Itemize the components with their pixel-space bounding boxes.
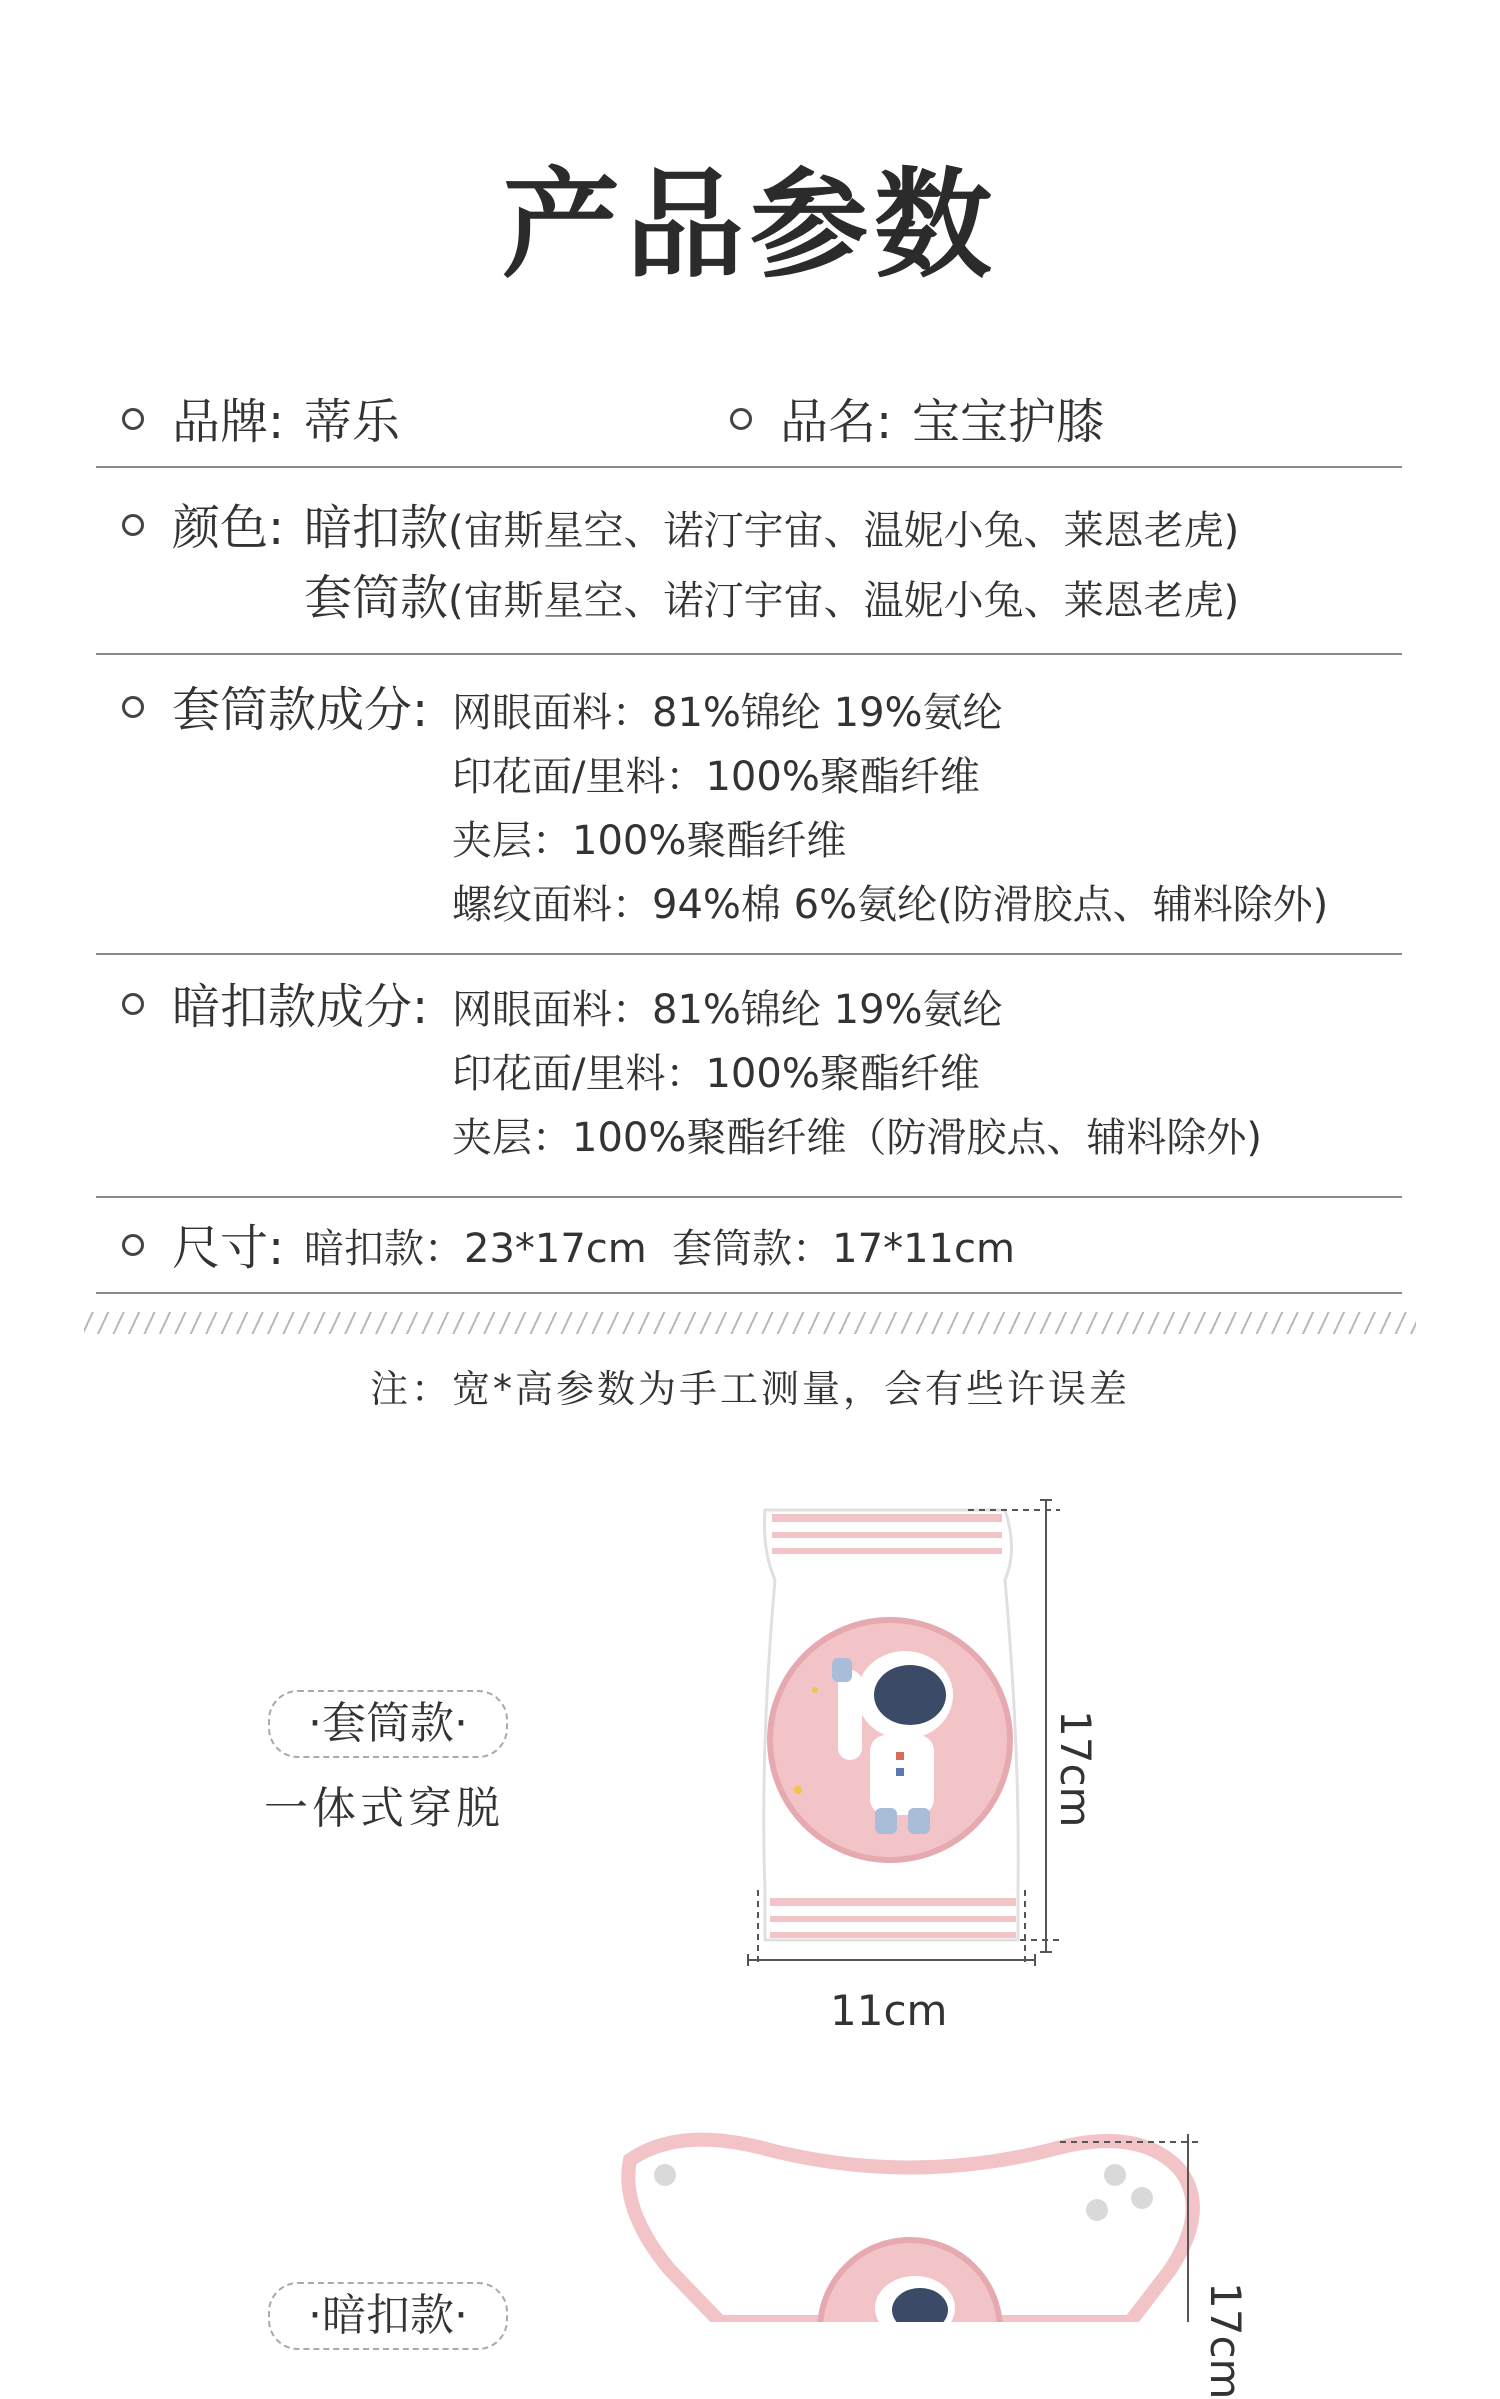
divider — [96, 1196, 1402, 1198]
sleeve-composition-line: 夹层：100%聚酯纤维 — [452, 818, 847, 864]
sleeve-width-label: 11cm — [830, 1986, 948, 2035]
color-line2 — [304, 568, 1239, 631]
divider — [96, 1292, 1402, 1294]
brand-value: 蒂乐 — [304, 394, 401, 450]
sleeve-kneepad-illustration — [720, 1490, 1100, 2050]
sleeve-height-label: 17cm — [1051, 1710, 1100, 1828]
size-value: 暗扣款：23*17cm 套筒款：17*11cm — [304, 1226, 1015, 1272]
sleeve-style-caption: 一体式穿脱 — [264, 1783, 504, 1834]
divider — [96, 953, 1402, 955]
sleeve-composition-line: 印花面/里料：100%聚酯纤维 — [452, 754, 980, 800]
bullet-icon — [122, 696, 144, 718]
snap-composition-line: 印花面/里料：100%聚酯纤维 — [452, 1051, 980, 1097]
color-line2-prefix: 套筒款 — [304, 570, 449, 626]
color-line1-prefix: 暗扣款 — [304, 500, 449, 556]
color-line1-detail: (宙斯星空、诺汀宇宙、温妮小兔、莱恩老虎) — [448, 508, 1240, 554]
size-label: 尺寸: — [172, 1220, 285, 1276]
sleeve-composition-line: 螺纹面料：94%棉 6%氨纶(防滑胶点、辅料除外) — [452, 882, 1329, 928]
divider — [96, 653, 1402, 655]
snap-height-label: 17cm — [1201, 2282, 1250, 2399]
bullet-icon — [122, 408, 144, 430]
snap-composition-line: 网眼面料：81%锦纶 19%氨纶 — [452, 987, 1003, 1033]
name-label: 品名: — [780, 394, 893, 450]
divider — [96, 466, 1402, 468]
snap-style-tag: ·暗扣款· — [268, 2282, 508, 2350]
snap-composition-line: 夹层：100%聚酯纤维（防滑胶点、辅料除外) — [452, 1115, 1262, 1161]
snap-composition-label: 暗扣款成分: — [172, 979, 429, 1035]
page-title: 产品参数 — [501, 156, 998, 294]
sleeve-composition-line: 网眼面料：81%锦纶 19%氨纶 — [452, 690, 1003, 736]
color-line2-detail: (宙斯星空、诺汀宇宙、温妮小兔、莱恩老虎) — [448, 578, 1240, 624]
brand-label: 品牌: — [172, 394, 285, 450]
hatched-divider — [84, 1312, 1416, 1334]
color-label: 颜色: — [172, 500, 285, 556]
sleeve-composition-label: 套筒款成分: — [172, 682, 429, 738]
bullet-icon — [122, 514, 144, 536]
measurement-note: 注：宽*高参数为手工测量，会有些许误差 — [369, 1367, 1130, 1411]
snap-kneepad-illustration — [610, 2130, 1230, 2322]
bullet-icon — [122, 1234, 144, 1256]
bullet-icon — [730, 408, 752, 430]
name-value: 宝宝护膝 — [912, 394, 1105, 450]
sleeve-style-tag: ·套筒款· — [268, 1690, 508, 1758]
bullet-icon — [122, 993, 144, 1015]
color-line1 — [304, 498, 1239, 561]
